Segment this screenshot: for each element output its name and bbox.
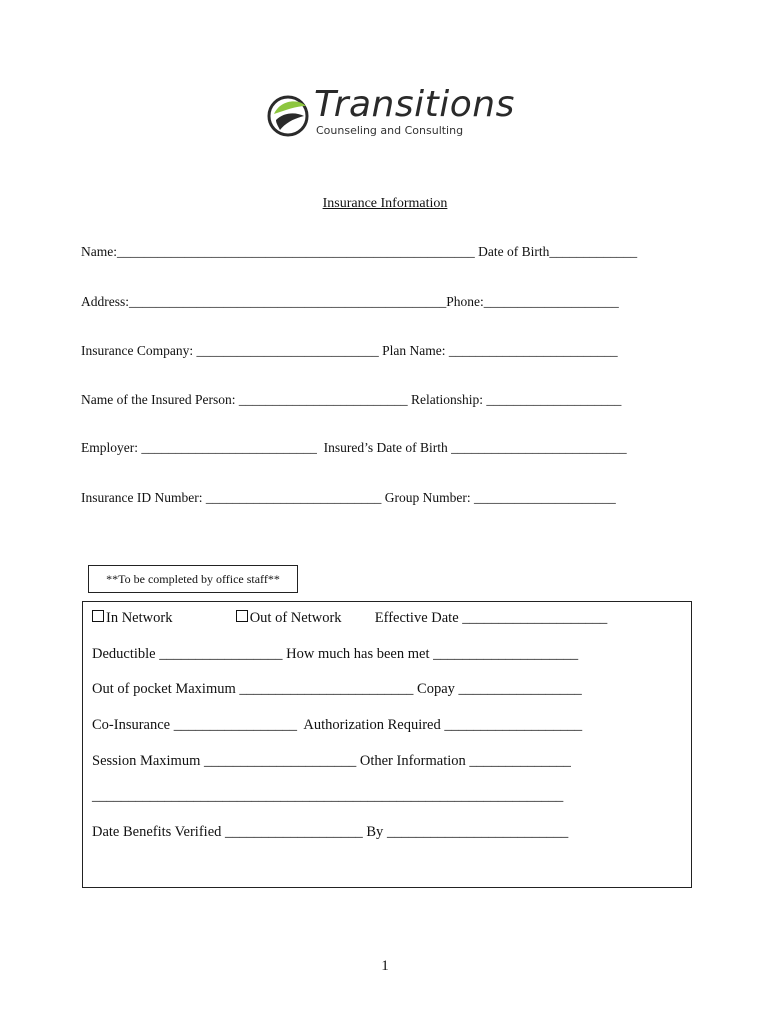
authorization-label: Authorization Required [296, 717, 445, 733]
network-row [92, 610, 607, 627]
benefits-verified-row [92, 824, 568, 841]
employer-row [81, 440, 627, 456]
authorization-field[interactable]: ___________________ [444, 717, 583, 733]
verified-by-label: By [362, 824, 387, 840]
insurance-id-row [81, 490, 616, 506]
out-of-pocket-label: Out of pocket Maximum [92, 681, 240, 697]
effective-date-label: Effective Date [374, 610, 463, 626]
insured-person-field[interactable]: _________________________ [238, 392, 408, 407]
address-label: Address: [81, 294, 129, 309]
out-of-network-label: Out of Network [249, 610, 342, 626]
deductible-field[interactable]: _________________ [159, 646, 283, 662]
additional-notes-field[interactable]: _________________________________________________________________ [92, 788, 564, 804]
effective-date-field[interactable]: ____________________ [462, 610, 608, 626]
deductible-label: Deductible [92, 646, 160, 662]
date-verified-field[interactable]: ___________________ [225, 824, 363, 840]
insured-dob-field[interactable]: __________________________ [451, 440, 627, 455]
out-of-pocket-field[interactable]: ________________________ [239, 681, 414, 697]
insurance-id-field[interactable]: __________________________ [205, 490, 382, 505]
insurance-company-label: Insurance Company: [81, 343, 197, 358]
insured-dob-label: Insured’s Date of Birth [316, 440, 452, 455]
address-field[interactable]: _______________________________________________ [129, 294, 447, 309]
copay-label: Copay [413, 681, 459, 697]
name-label: Name: [81, 244, 117, 259]
phone-field[interactable]: ____________________ [483, 294, 619, 309]
session-maximum-field[interactable]: _____________________ [203, 753, 357, 769]
group-number-field[interactable]: _____________________ [473, 490, 616, 505]
co-insurance-row [92, 717, 582, 734]
session-maximum-label: Session Maximum [92, 753, 204, 769]
name-field[interactable]: _____________________________________________________ [117, 244, 475, 259]
blank-line-row [92, 788, 563, 805]
dob-label: Date of Birth [474, 244, 550, 259]
date-verified-label: Date Benefits Verified [92, 824, 226, 840]
logo-tagline: Counseling and Consulting [316, 124, 464, 137]
amount-met-label: How much has been met [282, 646, 434, 662]
office-staff-note: **To be completed by office staff** [88, 565, 298, 593]
group-number-label: Group Number: [381, 490, 474, 505]
out-of-network-checkbox[interactable] [236, 610, 248, 622]
copay-field[interactable]: _________________ [458, 681, 582, 697]
office-use-box [82, 601, 692, 888]
transitions-logo [266, 84, 515, 144]
plan-name-field[interactable]: _________________________ [448, 343, 618, 358]
insurance-company-row [81, 343, 618, 359]
insurance-company-field[interactable]: ___________________________ [196, 343, 379, 358]
in-network-checkbox[interactable] [92, 610, 104, 622]
session-maximum-row [92, 753, 571, 770]
address-row [81, 294, 619, 310]
employer-field[interactable]: __________________________ [141, 440, 317, 455]
plan-name-label: Plan Name: [378, 343, 449, 358]
relationship-field[interactable]: ____________________ [486, 392, 622, 407]
phone-label: Phone: [446, 294, 484, 309]
verified-by-field[interactable]: _________________________ [386, 824, 569, 840]
insured-person-label: Name of the Insured Person: [81, 392, 239, 407]
in-network-label: In Network [106, 610, 173, 626]
other-information-field[interactable]: ______________ [469, 753, 571, 769]
co-insurance-field[interactable]: _________________ [173, 717, 297, 733]
leaf-circle-icon [266, 92, 312, 140]
insured-person-row [81, 392, 621, 408]
insurance-id-label: Insurance ID Number: [81, 490, 206, 505]
page-title: Insurance Information [322, 196, 448, 211]
employer-label: Employer: [81, 440, 142, 455]
relationship-label: Relationship: [407, 392, 487, 407]
amount-met-field[interactable]: ____________________ [433, 646, 579, 662]
name-row [81, 244, 637, 260]
dob-field[interactable]: _____________ [549, 244, 638, 259]
deductible-row [92, 646, 578, 663]
logo-name: Transitions [314, 84, 515, 125]
other-information-label: Other Information [356, 753, 470, 769]
co-insurance-label: Co-Insurance [92, 717, 174, 733]
out-of-pocket-row [92, 681, 582, 698]
page-number: 1 [381, 958, 389, 974]
